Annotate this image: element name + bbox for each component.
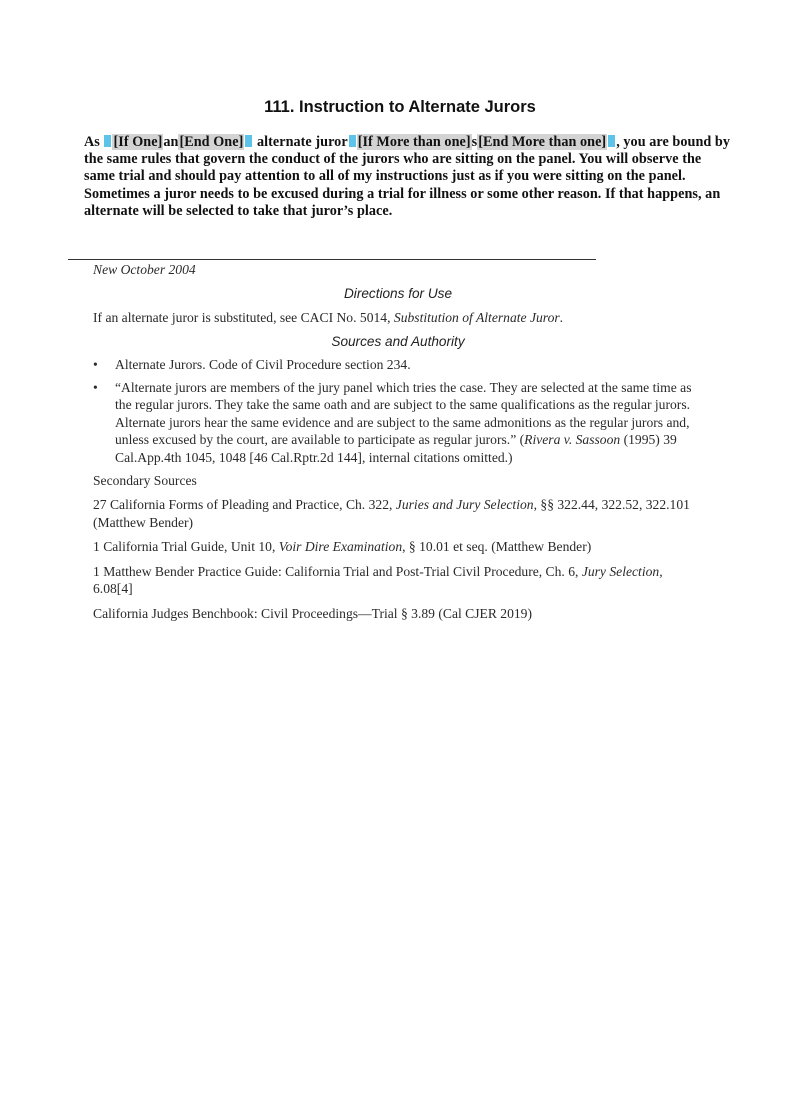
directions-text-italic: Substitution of Alternate Juror: [393, 309, 560, 325]
authority-quote: “Alternate jurors are members of the jury panel which tries the case. They are selected at the same time as the regular jurors. They take the same oath and are subject to the same qualifications as the regular jurors. Alternate jurors hear the same evidence and are subject to the same admonitions as the regular jurors and, unless excused by the court, are available to participate as regular jurors.” (: [115, 380, 692, 448]
directions-text: [93, 309, 703, 326]
instruction-as: As: [84, 134, 100, 150]
authority-text: Alternate Jurors. Code of Civil Procedure section 234.: [115, 356, 411, 372]
secondary-source-italic: Juries and Jury Selection: [395, 497, 534, 513]
field-if-more-than-one[interactable]: [If More than one]: [357, 134, 471, 150]
directions-heading: Directions for Use: [343, 286, 453, 302]
field-marker-icon[interactable]: [245, 135, 252, 147]
authority-item: [93, 356, 703, 373]
secondary-source-item: [93, 538, 703, 555]
authority-case-name: Rivera v. Sassoon: [524, 432, 621, 448]
directions-text-part: If an alternate juror is substituted, see CACI No. 5014,: [93, 309, 394, 325]
authority-item: [93, 379, 703, 466]
instruction-body: , you are bound by the same rules that govern the conduct of the jurors who are sitting on the panel. You will observe the same trial and should pay attention to all of my instructions just as if you were sitting on the panel. Sometimes a juror needs to be excused during a trial for illness or some other reason. If that happens, an alternate will be selected to take that juror’s place.: [84, 134, 731, 219]
secondary-sources-heading: Secondary Sources: [93, 473, 197, 489]
field-marker-icon[interactable]: [608, 135, 615, 147]
secondary-source-item: [93, 496, 703, 531]
field-if-one[interactable]: [If One]: [113, 134, 163, 150]
field-marker-icon[interactable]: [104, 135, 111, 147]
authority-citation: (1995) 39 Cal.App.4th 1045, 1048 [46 Cal.Rptr.2d 144], internal citations omitted.): [115, 432, 677, 465]
instruction-alternate-juror: alternate juror: [253, 134, 348, 150]
field-end-one[interactable]: [End One]: [179, 134, 244, 150]
secondary-source-text: California Judges Benchbook: Civil Proceedings—Trial § 3.89 (Cal CJER 2019): [93, 605, 532, 621]
field-marker-icon[interactable]: [349, 135, 356, 147]
divider-line: [68, 259, 596, 260]
secondary-source-text-end: , § 10.01 et seq. (Matthew Bender): [402, 539, 592, 555]
secondary-source-text-end: , 6.08[4]: [93, 563, 663, 597]
authorities-list: [93, 356, 703, 466]
instruction-text: [84, 134, 734, 220]
history-note: New October 2004: [93, 262, 196, 277]
secondary-source-text: 1 Matthew Bender Practice Guide: California Trial and Post-Trial Civil Procedure, Ch. 6,: [93, 563, 582, 579]
secondary-source-text: 27 California Forms of Pleading and Practice, Ch. 322,: [93, 497, 396, 513]
instruction-an: an: [163, 134, 179, 150]
page-title: 111. Instruction to Alternate Jurors: [264, 98, 536, 116]
directions-text-end: .: [559, 309, 564, 325]
secondary-source-italic: Jury Selection: [581, 563, 660, 579]
instruction-plural-s: s: [471, 134, 478, 150]
secondary-source-text: 1 California Trial Guide, Unit 10,: [93, 539, 279, 555]
notes-section: [93, 261, 703, 622]
secondary-source-item: [93, 563, 703, 598]
secondary-source-text-end: , §§ 322.44, 322.52, 322.101 (Matthew Bender): [93, 497, 690, 530]
field-end-more-than-one[interactable]: [End More than one]: [478, 134, 607, 150]
secondary-source-item: [93, 605, 703, 622]
sources-heading: Sources and Authority: [331, 334, 465, 350]
secondary-source-italic: Voir Dire Examination: [278, 539, 403, 555]
